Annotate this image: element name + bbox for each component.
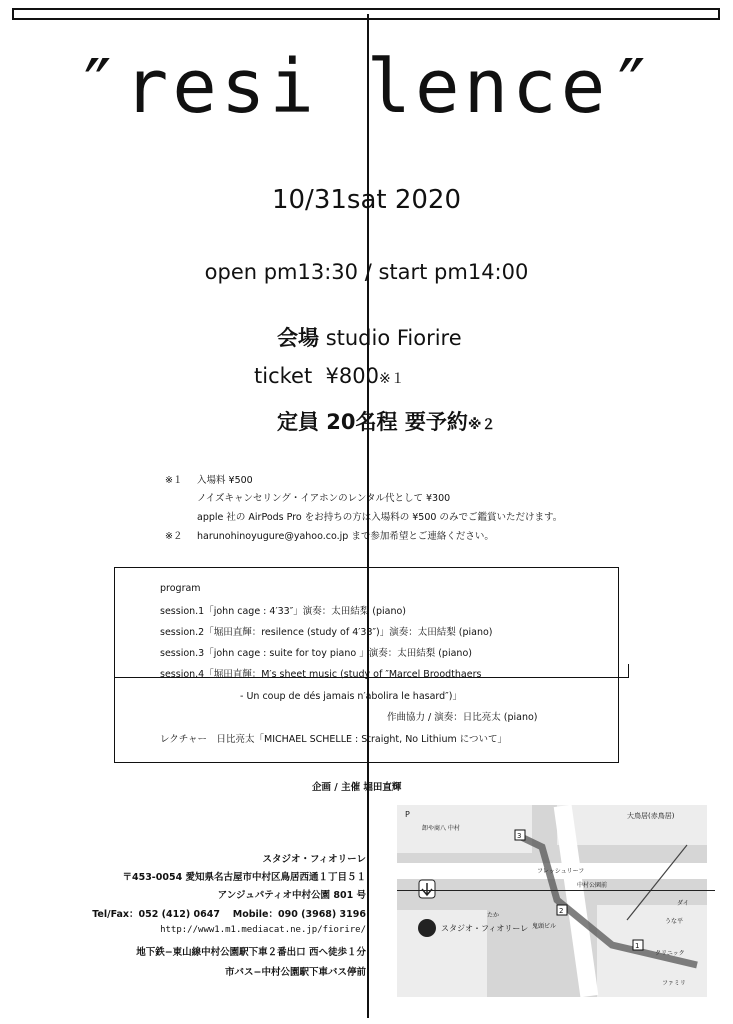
map-exit-label: 1 (635, 942, 640, 950)
capacity-note-mark: ※２ (467, 417, 496, 433)
top-frame (12, 8, 720, 20)
note-1-line-1: 入場料 ¥500 (197, 475, 253, 486)
address-line-1: 〒453-0054 愛知県名古屋市中村区鳥居西通１丁目５１ (122, 872, 366, 883)
event-title: ″resi lence″ (75, 44, 658, 130)
note-1-line-3: apple 社の AirPods Pro をお持ちの方は入場料の ¥500 のみでご鑑賞いただけます。 (197, 512, 563, 523)
map-label: 大鳥居(赤鳥居) (627, 812, 675, 820)
ticket-label: ticket (254, 364, 313, 388)
venue-label: 会場 (277, 326, 319, 350)
venue-line (277, 322, 462, 352)
website-url[interactable]: http://www1.m1.mediacat.ne.jp/fiorire/ (160, 925, 366, 935)
note-2-mark: ※２ (165, 531, 183, 542)
map-label: スタジオ・フィオリーレ (441, 924, 529, 933)
studio-name: スタジオ・フィオリーレ (262, 854, 366, 865)
map-graphic (397, 805, 707, 997)
ticket-price: ¥800 (325, 364, 379, 388)
map-label: うな平 (665, 918, 684, 925)
program-session-3: session.3「john cage : suite for toy piano 」演奏：太田結梨 (piano) (160, 648, 472, 659)
map-exit-label: 2 (559, 907, 564, 915)
access-map (397, 805, 707, 997)
access-bus: 市バス−中村公園駅下車バス停前 (225, 967, 366, 978)
program-session-4-credit: 作曲協力 / 演奏：日比亮太 (piano) (387, 712, 538, 723)
program-session-1: session.1「john cage : 4′33″」演奏：太田結梨 (piano) (160, 606, 406, 617)
program-session-4-cont: - Un coup de dés jamais n′abolira le hasard″)」 (240, 691, 462, 702)
note-1-line-2: ノイズキャンセリング・イアホンのレンタル代として ¥300 (197, 493, 451, 504)
event-date: 10/31sat 2020 (271, 185, 462, 215)
capacity-line (277, 406, 495, 436)
program-heading: program (160, 583, 201, 594)
program-session-2: session.2「堀田直輝：resilence (study of 4′33″)」演奏：太田結梨 (piano) (160, 627, 493, 638)
organizer: 企画 / 主催 堀田直輝 (312, 782, 402, 793)
svg-text:P: P (405, 810, 410, 819)
contact-phone: Tel/Fax：052 (412) 0647 Mobile：090 (3968) 3196 (92, 909, 366, 920)
map-block (397, 805, 532, 853)
map-label: ファミリ (662, 980, 686, 987)
note-2-line: harunohinoyugure@yahoo.co.jp まで参加希望とご連絡ください。 (197, 531, 494, 542)
map-rule (397, 890, 715, 891)
capacity-text: 定員 20名程 要予約 (277, 410, 468, 434)
map-pin (418, 919, 436, 937)
event-time: open pm13:30 / start pm14:00 (204, 260, 529, 284)
venue-name: studio Fiorire (325, 326, 462, 350)
map-label: 鬼頭ビル (532, 923, 557, 930)
program-session-4: session.4「堀田直輝：M′s sheet music (study of ″Marcel Broodthaers (160, 669, 482, 680)
map-label: たか (487, 912, 500, 919)
map-label: 卸や商八 中村 (422, 825, 460, 832)
map-label: フレッシュリーフ (537, 868, 585, 875)
map-block (557, 805, 707, 845)
map-exit-label: 3 (517, 832, 522, 840)
program-lecture: レクチャー 日比亮太「MICHAEL SCHELLE : Straight, No Lithium について」 (160, 734, 508, 745)
map-label: ダイ (677, 900, 689, 907)
note-1-mark: ※１ (165, 475, 183, 486)
access-subway: 地下鉄−東山線中村公園駅下車２番出口 西へ徒歩１分 (136, 947, 366, 958)
ticket-note-mark: ※１ (379, 371, 405, 387)
map-label: 中村公園前 (577, 882, 608, 889)
map-label: クリニック (655, 950, 685, 957)
ticket-line (254, 364, 405, 388)
address-line-2: アンジュパティオ中村公園 801 号 (217, 890, 366, 901)
program-rule-tick (628, 664, 629, 678)
